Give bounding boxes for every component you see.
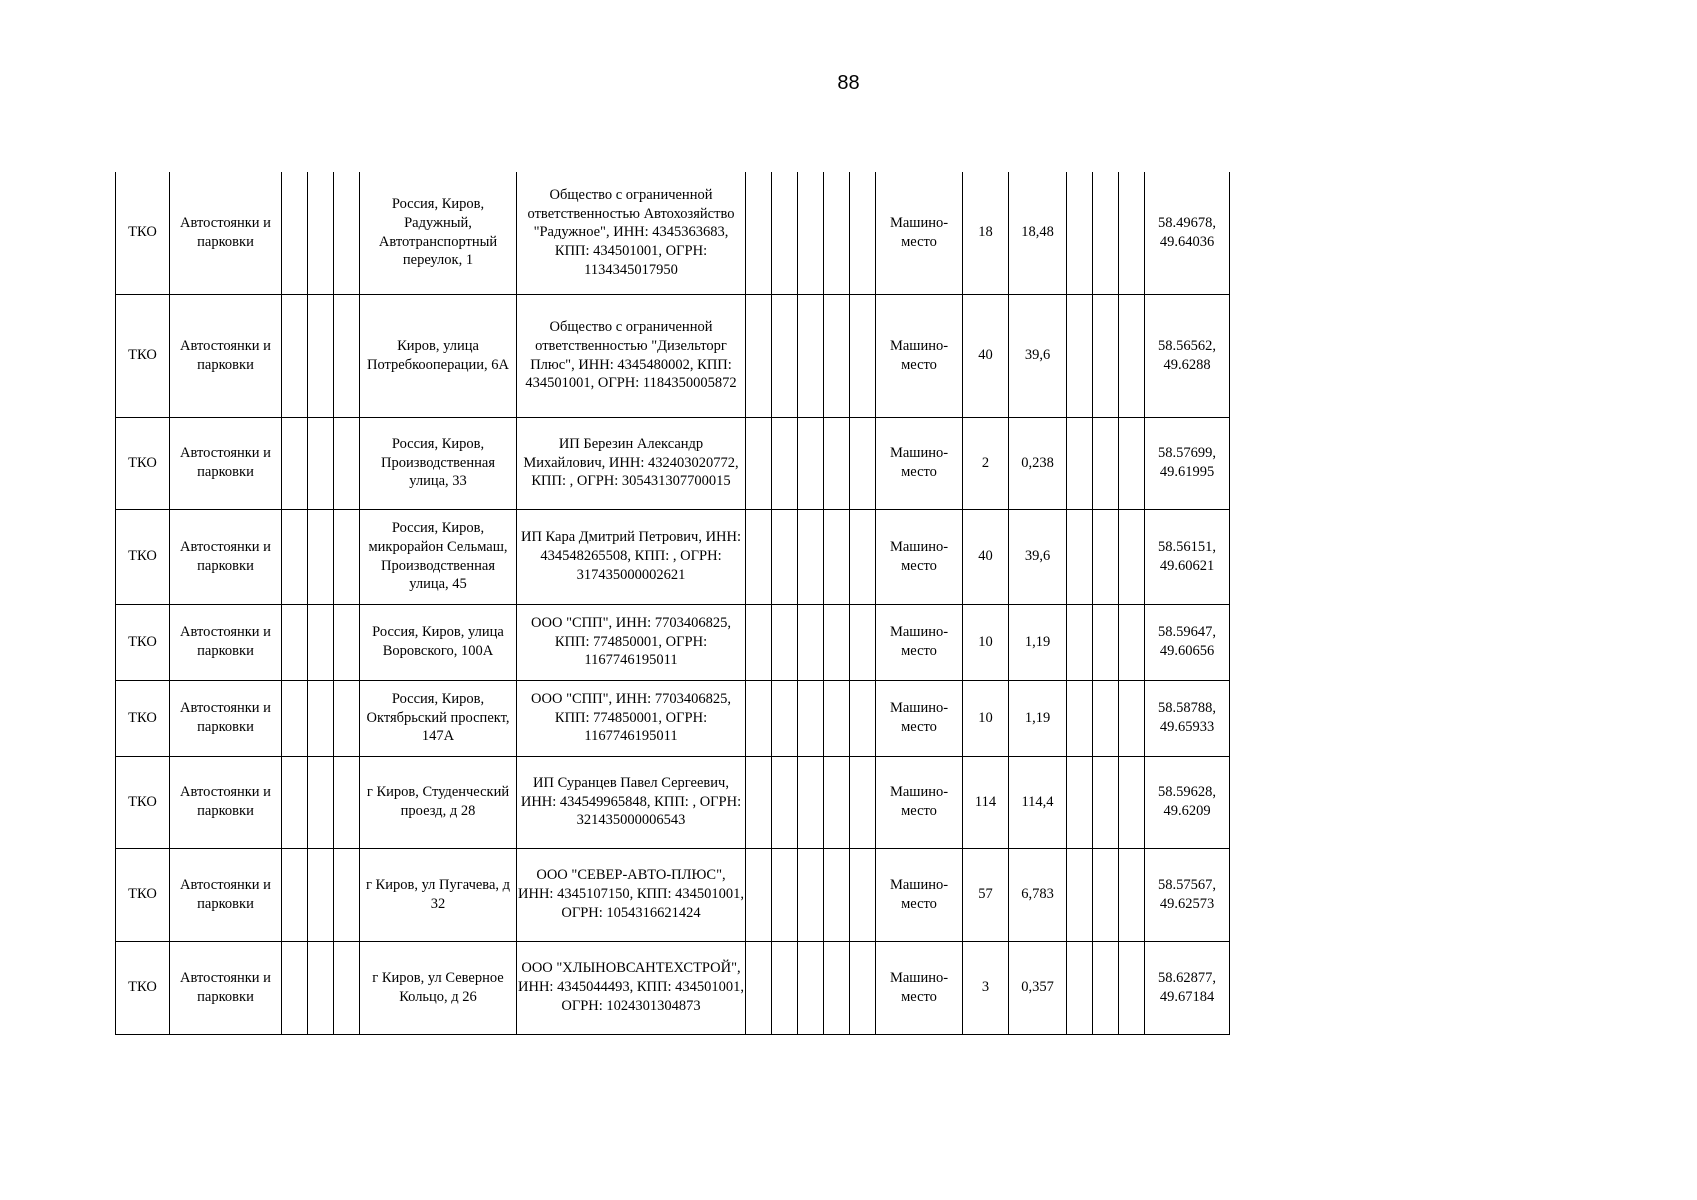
empty-cell xyxy=(1093,848,1119,941)
unit-cell: Машино-место xyxy=(876,417,963,509)
category-cell: Автостоянки и парковки xyxy=(170,680,282,756)
volume-cell: 39,6 xyxy=(1009,294,1067,417)
empty-cell xyxy=(824,680,850,756)
page-number: 88 xyxy=(837,72,860,94)
empty-cell xyxy=(1067,604,1093,680)
empty-cell xyxy=(798,294,824,417)
waste-type-cell: ТКО xyxy=(116,509,170,604)
empty-cell xyxy=(1093,172,1119,294)
category-cell: Автостоянки и парковки xyxy=(170,941,282,1034)
table-row xyxy=(116,509,1230,604)
empty-cell xyxy=(850,417,876,509)
count-cell: 3 xyxy=(963,941,1009,1034)
waste-type-cell: ТКО xyxy=(116,941,170,1034)
empty-cell xyxy=(772,680,798,756)
empty-cell xyxy=(1119,848,1145,941)
coordinates-cell: 58.58788, 49.65933 xyxy=(1145,680,1230,756)
category-cell: Автостоянки и парковки xyxy=(170,294,282,417)
empty-cell xyxy=(1093,294,1119,417)
empty-cell xyxy=(746,941,772,1034)
empty-cell xyxy=(798,509,824,604)
empty-cell xyxy=(824,417,850,509)
empty-cell xyxy=(334,294,360,417)
empty-cell xyxy=(1093,417,1119,509)
empty-cell xyxy=(746,680,772,756)
empty-cell xyxy=(798,172,824,294)
empty-cell xyxy=(798,417,824,509)
empty-cell xyxy=(1093,680,1119,756)
empty-cell xyxy=(334,604,360,680)
volume-cell: 18,48 xyxy=(1009,172,1067,294)
empty-cell xyxy=(772,941,798,1034)
empty-cell xyxy=(824,509,850,604)
waste-type-cell: ТКО xyxy=(116,680,170,756)
organization-cell: Общество с ограниченной ответственностью Автохозяйство "Радужное", ИНН: 4345363683, КПП: 434501001, ОГРН: 1134345017950 xyxy=(517,172,746,294)
volume-cell: 39,6 xyxy=(1009,509,1067,604)
empty-cell xyxy=(1067,680,1093,756)
empty-cell xyxy=(850,172,876,294)
organization-cell: ИП Кара Дмитрий Петрович, ИНН: 434548265508, КПП: , ОГРН: 317435000002621 xyxy=(517,509,746,604)
volume-cell: 0,357 xyxy=(1009,941,1067,1034)
empty-cell xyxy=(850,680,876,756)
empty-cell xyxy=(1093,941,1119,1034)
coordinates-cell: 58.57567, 49.62573 xyxy=(1145,848,1230,941)
volume-cell: 114,4 xyxy=(1009,756,1067,848)
unit-cell: Машино-место xyxy=(876,756,963,848)
empty-cell xyxy=(824,756,850,848)
empty-cell xyxy=(282,604,308,680)
empty-cell xyxy=(282,172,308,294)
empty-cell xyxy=(334,509,360,604)
empty-cell xyxy=(1067,417,1093,509)
empty-cell xyxy=(746,756,772,848)
empty-cell xyxy=(1067,172,1093,294)
unit-cell: Машино-место xyxy=(876,509,963,604)
empty-cell xyxy=(850,756,876,848)
empty-cell xyxy=(798,941,824,1034)
volume-cell: 0,238 xyxy=(1009,417,1067,509)
waste-type-cell: ТКО xyxy=(116,604,170,680)
organization-cell: ИП Суранцев Павел Сергеевич, ИНН: 434549965848, КПП: , ОГРН: 321435000006543 xyxy=(517,756,746,848)
empty-cell xyxy=(824,604,850,680)
coordinates-cell: 58.56562, 49.6288 xyxy=(1145,294,1230,417)
count-cell: 2 xyxy=(963,417,1009,509)
empty-cell xyxy=(798,680,824,756)
empty-cell xyxy=(1067,941,1093,1034)
volume-cell: 1,19 xyxy=(1009,680,1067,756)
count-cell: 40 xyxy=(963,509,1009,604)
organization-cell: Общество с ограниченной ответственностью "Дизельторг Плюс", ИНН: 4345480002, КПП: 434501001, ОГРН: 1184350005872 xyxy=(517,294,746,417)
empty-cell xyxy=(772,756,798,848)
organization-cell: ООО "СПП", ИНН: 7703406825, КПП: 774850001, ОГРН: 1167746195011 xyxy=(517,680,746,756)
empty-cell xyxy=(308,848,334,941)
category-cell: Автостоянки и парковки xyxy=(170,509,282,604)
empty-cell xyxy=(1119,172,1145,294)
empty-cell xyxy=(746,604,772,680)
empty-cell xyxy=(824,172,850,294)
organization-cell: ООО "ХЛЫНОВСАНТЕХСТРОЙ", ИНН: 4345044493, КПП: 434501001, ОГРН: 1024301304873 xyxy=(517,941,746,1034)
unit-cell: Машино-место xyxy=(876,941,963,1034)
table-row xyxy=(116,941,1230,1034)
empty-cell xyxy=(282,848,308,941)
empty-cell xyxy=(746,509,772,604)
empty-cell xyxy=(282,680,308,756)
coordinates-cell: 58.57699, 49.61995 xyxy=(1145,417,1230,509)
empty-cell xyxy=(1119,756,1145,848)
table-row xyxy=(116,294,1230,417)
empty-cell xyxy=(772,417,798,509)
address-cell: г Киров, ул Пугачева, д 32 xyxy=(360,848,517,941)
count-cell: 10 xyxy=(963,680,1009,756)
volume-cell: 1,19 xyxy=(1009,604,1067,680)
address-cell: г Киров, Студенческий проезд, д 28 xyxy=(360,756,517,848)
category-cell: Автостоянки и парковки xyxy=(170,172,282,294)
empty-cell xyxy=(1067,509,1093,604)
empty-cell xyxy=(746,848,772,941)
empty-cell xyxy=(1119,417,1145,509)
waste-type-cell: ТКО xyxy=(116,756,170,848)
empty-cell xyxy=(746,294,772,417)
empty-cell xyxy=(334,680,360,756)
organization-cell: ООО "СЕВЕР-АВТО-ПЛЮС", ИНН: 4345107150, КПП: 434501001, ОГРН: 1054316621424 xyxy=(517,848,746,941)
category-cell: Автостоянки и парковки xyxy=(170,604,282,680)
empty-cell xyxy=(798,848,824,941)
address-cell: Россия, Киров, улица Воровского, 100А xyxy=(360,604,517,680)
empty-cell xyxy=(1093,756,1119,848)
empty-cell xyxy=(798,604,824,680)
empty-cell xyxy=(798,756,824,848)
empty-cell xyxy=(1119,509,1145,604)
table-row xyxy=(116,680,1230,756)
volume-cell: 6,783 xyxy=(1009,848,1067,941)
empty-cell xyxy=(308,417,334,509)
empty-cell xyxy=(1119,680,1145,756)
empty-cell xyxy=(1067,294,1093,417)
waste-type-cell: ТКО xyxy=(116,848,170,941)
empty-cell xyxy=(772,509,798,604)
empty-cell xyxy=(1093,509,1119,604)
waste-type-cell: ТКО xyxy=(116,172,170,294)
empty-cell xyxy=(334,756,360,848)
empty-cell xyxy=(850,509,876,604)
address-cell: Россия, Киров, Производственная улица, 33 xyxy=(360,417,517,509)
count-cell: 57 xyxy=(963,848,1009,941)
empty-cell xyxy=(308,941,334,1034)
count-cell: 40 xyxy=(963,294,1009,417)
empty-cell xyxy=(824,848,850,941)
coordinates-cell: 58.56151, 49.60621 xyxy=(1145,509,1230,604)
unit-cell: Машино-место xyxy=(876,172,963,294)
coordinates-cell: 58.59647, 49.60656 xyxy=(1145,604,1230,680)
address-cell: Россия, Киров, Радужный, Автотранспортный переулок, 1 xyxy=(360,172,517,294)
waste-type-cell: ТКО xyxy=(116,294,170,417)
empty-cell xyxy=(308,509,334,604)
address-cell: Киров, улица Потребкооперации, 6А xyxy=(360,294,517,417)
organization-cell: ООО "СПП", ИНН: 7703406825, КПП: 774850001, ОГРН: 1167746195011 xyxy=(517,604,746,680)
empty-cell xyxy=(850,294,876,417)
empty-cell xyxy=(282,294,308,417)
coordinates-cell: 58.49678, 49.64036 xyxy=(1145,172,1230,294)
empty-cell xyxy=(1067,756,1093,848)
empty-cell xyxy=(1119,941,1145,1034)
empty-cell xyxy=(824,294,850,417)
category-cell: Автостоянки и парковки xyxy=(170,848,282,941)
unit-cell: Машино-место xyxy=(876,680,963,756)
empty-cell xyxy=(850,604,876,680)
table-row xyxy=(116,848,1230,941)
table-row xyxy=(116,604,1230,680)
waste-type-cell: ТКО xyxy=(116,417,170,509)
empty-cell xyxy=(308,756,334,848)
empty-cell xyxy=(308,294,334,417)
empty-cell xyxy=(282,756,308,848)
empty-cell xyxy=(334,172,360,294)
empty-cell xyxy=(282,417,308,509)
empty-cell xyxy=(308,680,334,756)
table-row xyxy=(116,756,1230,848)
count-cell: 18 xyxy=(963,172,1009,294)
address-cell: Россия, Киров, Октябрьский проспект, 147А xyxy=(360,680,517,756)
coordinates-cell: 58.62877, 49.67184 xyxy=(1145,941,1230,1034)
empty-cell xyxy=(1093,604,1119,680)
empty-cell xyxy=(772,848,798,941)
empty-cell xyxy=(334,417,360,509)
empty-cell xyxy=(282,941,308,1034)
empty-cell xyxy=(772,294,798,417)
empty-cell xyxy=(746,172,772,294)
table-row xyxy=(116,417,1230,509)
unit-cell: Машино-место xyxy=(876,848,963,941)
empty-cell xyxy=(1119,294,1145,417)
unit-cell: Машино-место xyxy=(876,604,963,680)
count-cell: 10 xyxy=(963,604,1009,680)
empty-cell xyxy=(746,417,772,509)
unit-cell: Машино-место xyxy=(876,294,963,417)
empty-cell xyxy=(282,509,308,604)
empty-cell xyxy=(308,172,334,294)
category-cell: Автостоянки и парковки xyxy=(170,756,282,848)
coordinates-cell: 58.59628, 49.6209 xyxy=(1145,756,1230,848)
organization-cell: ИП Березин Александр Михайлович, ИНН: 432403020772, КПП: , ОГРН: 305431307700015 xyxy=(517,417,746,509)
empty-cell xyxy=(850,848,876,941)
empty-cell xyxy=(824,941,850,1034)
address-cell: Россия, Киров, микрорайон Сельмаш, Производственная улица, 45 xyxy=(360,509,517,604)
empty-cell xyxy=(850,941,876,1034)
waste-sources-table xyxy=(115,172,1230,1035)
empty-cell xyxy=(1067,848,1093,941)
count-cell: 114 xyxy=(963,756,1009,848)
table-row xyxy=(116,172,1230,294)
address-cell: г Киров, ул Северное Кольцо, д 26 xyxy=(360,941,517,1034)
empty-cell xyxy=(1119,604,1145,680)
empty-cell xyxy=(772,604,798,680)
empty-cell xyxy=(334,848,360,941)
empty-cell xyxy=(772,172,798,294)
empty-cell xyxy=(308,604,334,680)
category-cell: Автостоянки и парковки xyxy=(170,417,282,509)
empty-cell xyxy=(334,941,360,1034)
